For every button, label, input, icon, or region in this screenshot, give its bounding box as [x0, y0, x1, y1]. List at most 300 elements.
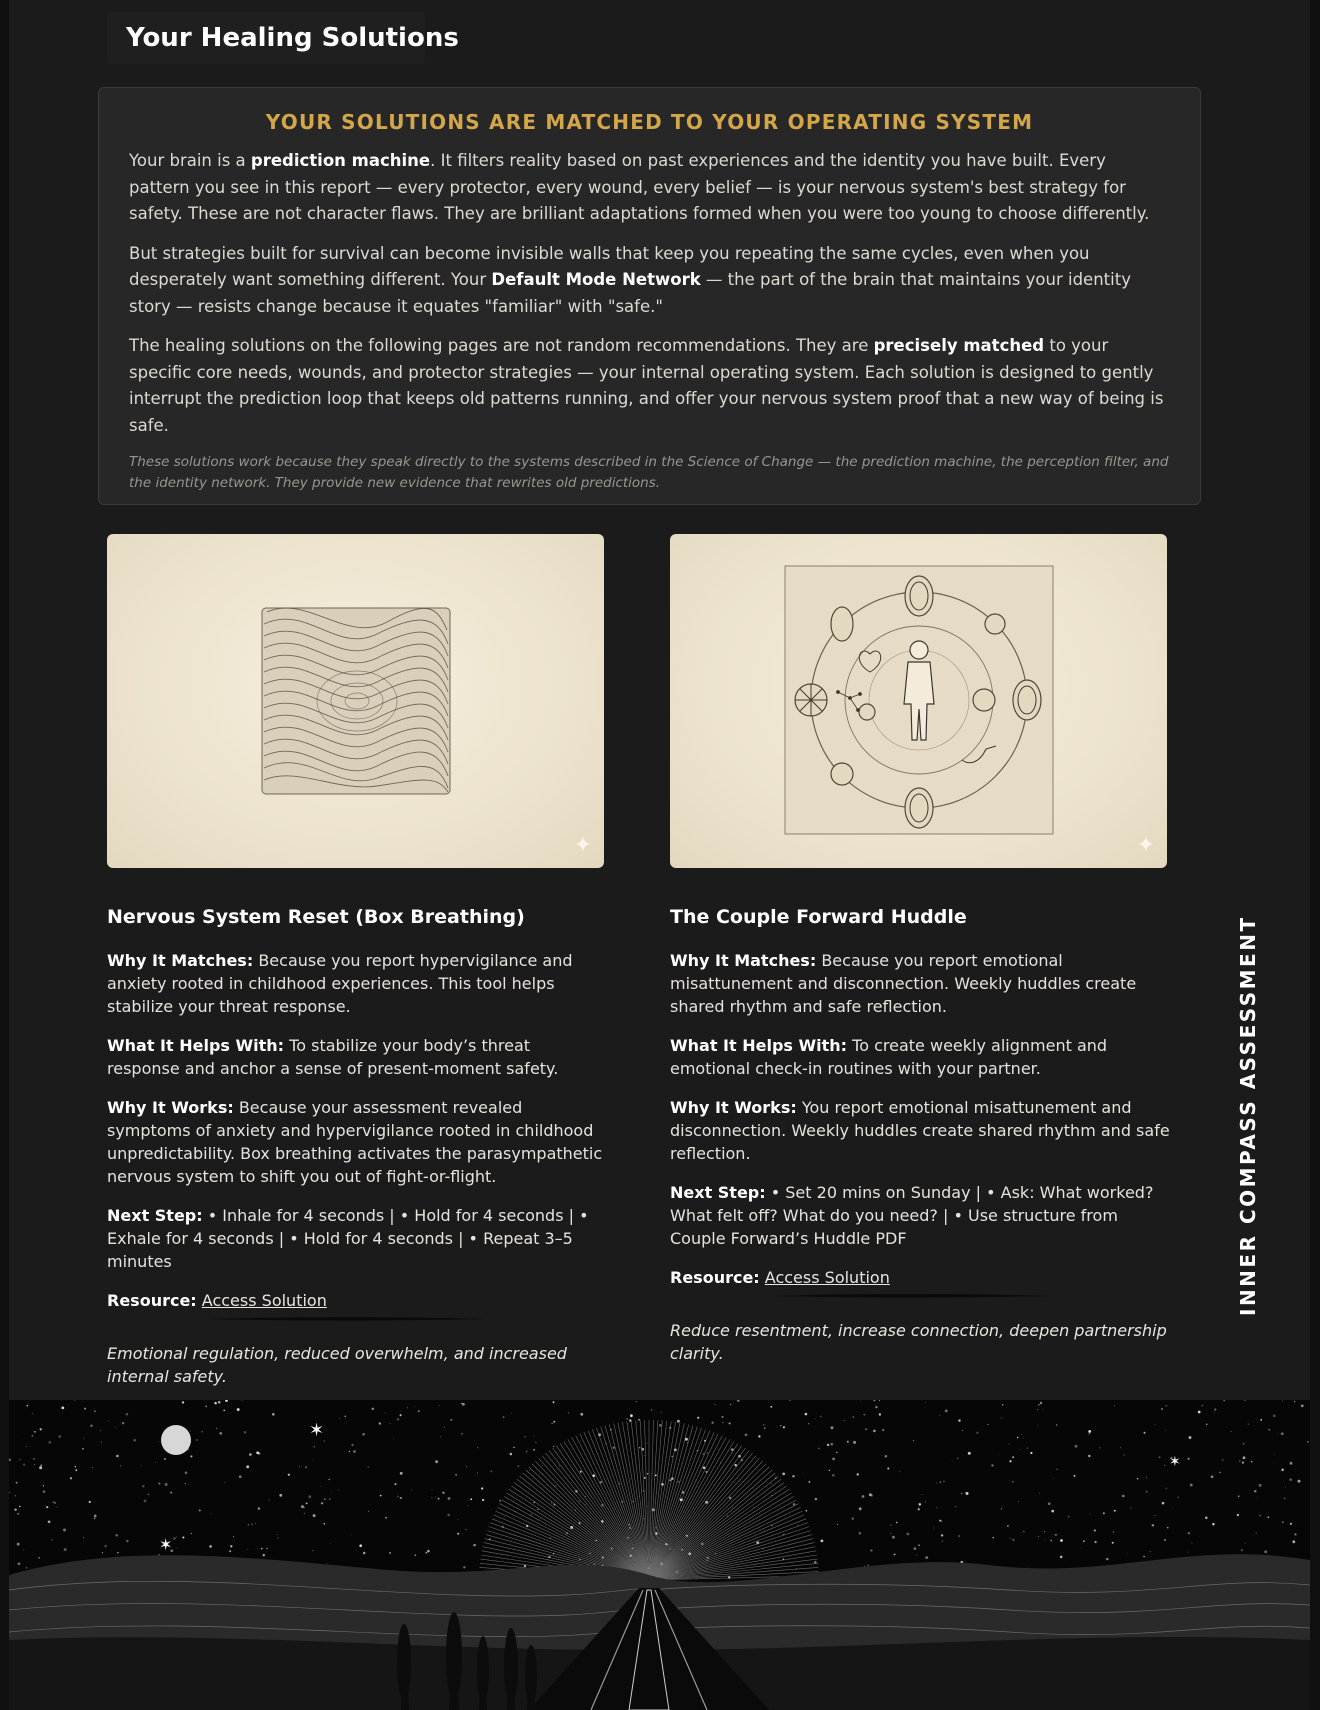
star	[351, 1444, 353, 1446]
star	[1009, 1444, 1010, 1445]
star	[899, 1471, 900, 1472]
star	[158, 1483, 160, 1485]
star	[455, 1474, 457, 1476]
why-it-works	[670, 1096, 1170, 1165]
star	[432, 1489, 433, 1490]
star	[190, 1431, 191, 1432]
star	[942, 1540, 943, 1541]
star	[216, 1428, 217, 1429]
star	[1075, 1445, 1078, 1448]
star	[26, 1567, 28, 1569]
star	[1188, 1532, 1190, 1534]
star	[1290, 1462, 1293, 1465]
star	[414, 1406, 415, 1407]
star	[176, 1536, 177, 1537]
star	[393, 1439, 394, 1440]
star	[770, 1406, 772, 1408]
star	[182, 1401, 184, 1403]
star	[26, 1446, 27, 1447]
star	[63, 1529, 66, 1532]
star	[1206, 1424, 1207, 1425]
star	[1007, 1525, 1009, 1527]
star	[1027, 1448, 1028, 1449]
star	[75, 1469, 77, 1471]
star	[1242, 1461, 1244, 1463]
star	[389, 1552, 391, 1554]
star	[32, 1435, 34, 1437]
star	[1028, 1567, 1029, 1568]
star	[1155, 1515, 1156, 1516]
intro-p1-text-c: . It filters reality based on past experiences and the identity you have built. Every pattern you see in this report — every protector, every wound, every belief — is your nervous system's best strategy for safety. These are not character flaws. They are brilliant adaptations formed when you were too young to choose differently.	[129, 151, 1150, 223]
star	[440, 1436, 441, 1437]
star	[1202, 1405, 1203, 1406]
star	[1290, 1523, 1292, 1525]
star	[17, 1562, 20, 1565]
star	[133, 1439, 136, 1442]
star	[1018, 1501, 1019, 1502]
star	[362, 1433, 365, 1436]
star	[1190, 1484, 1193, 1487]
star	[468, 1505, 469, 1506]
star	[209, 1545, 212, 1548]
star	[435, 1497, 436, 1498]
star	[976, 1432, 978, 1434]
intro-p3-bold: precisely matched	[873, 336, 1045, 355]
star	[1060, 1539, 1063, 1542]
star	[239, 1475, 242, 1478]
star	[83, 1438, 84, 1439]
why-it-works-text: You report emotional misattunement and disconnection. Weekly huddles create shared rhythm and safe reflection.	[670, 1098, 1170, 1163]
intro-paragraph-1	[129, 148, 1170, 228]
star	[1222, 1459, 1224, 1461]
star	[815, 1427, 816, 1428]
star	[871, 1495, 873, 1497]
star	[330, 1543, 331, 1544]
star	[40, 1428, 42, 1430]
star	[48, 1441, 51, 1444]
star	[831, 1426, 834, 1429]
star	[415, 1554, 417, 1556]
why-it-works-text: Because your assessment revealed symptoms of anxiety and hypervigilance rooted in childhood unpredictability. Box breathing activates the parasympathetic nervous system to shift you out of fight-or-flight.	[107, 1098, 603, 1186]
what-it-helps-with-text: To create weekly alignment and emotional check-in routines with your partner.	[670, 1036, 1108, 1078]
star	[1164, 1465, 1165, 1466]
star	[305, 1466, 307, 1468]
star	[836, 1452, 838, 1454]
star	[1211, 1475, 1214, 1478]
next-step-text: • Set 20 mins on Sunday | • Ask: What worked? What felt off? What do you need? | • Use structure from Couple Forward’s Huddle PDF	[670, 1183, 1154, 1248]
star	[344, 1416, 346, 1418]
star	[1068, 1516, 1070, 1518]
card-title: Nervous System Reset (Box Breathing)	[107, 906, 525, 928]
star	[363, 1552, 366, 1555]
outcome: Reduce resentment, increase connection, deepen partnership clarity.	[670, 1321, 1167, 1363]
star	[185, 1483, 186, 1484]
star	[553, 1401, 555, 1403]
star	[94, 1518, 95, 1519]
sparkle-icon: ✦	[573, 833, 592, 858]
star	[1264, 1550, 1267, 1553]
star	[251, 1457, 252, 1458]
what-it-helps-with-text: To stabilize your body’s threat response and anchor a sense of present-moment safety.	[107, 1036, 559, 1078]
star	[1030, 1452, 1032, 1454]
star	[321, 1502, 323, 1504]
star	[729, 1422, 731, 1424]
star	[1292, 1540, 1295, 1543]
access-solution-link[interactable]: Access Solution	[201, 1291, 327, 1310]
star	[308, 1495, 311, 1498]
why-it-works-label: Why It Works:	[107, 1098, 234, 1117]
star	[818, 1448, 820, 1450]
star	[237, 1408, 240, 1411]
star	[233, 1536, 234, 1537]
star	[400, 1497, 402, 1499]
star	[870, 1549, 872, 1551]
star	[1038, 1536, 1039, 1537]
star	[1113, 1531, 1114, 1532]
star	[92, 1467, 93, 1468]
star	[34, 1464, 35, 1465]
star	[1088, 1433, 1089, 1434]
star	[477, 1472, 478, 1473]
star	[89, 1501, 91, 1503]
star	[385, 1517, 387, 1519]
star	[223, 1410, 225, 1412]
star	[258, 1507, 261, 1510]
star	[1257, 1497, 1258, 1498]
star	[277, 1534, 278, 1535]
star	[1088, 1455, 1090, 1457]
star	[943, 1481, 944, 1482]
star	[958, 1535, 960, 1537]
star	[115, 1427, 116, 1428]
star	[185, 1472, 188, 1475]
star	[1114, 1406, 1115, 1407]
star	[196, 1439, 198, 1441]
star	[763, 1424, 765, 1426]
star	[249, 1453, 252, 1456]
star	[919, 1503, 921, 1505]
star	[117, 1552, 118, 1553]
star	[961, 1493, 962, 1494]
star	[524, 1436, 526, 1438]
star	[39, 1466, 42, 1469]
star	[261, 1548, 263, 1550]
star	[875, 1406, 877, 1408]
star	[251, 1524, 252, 1525]
star	[1259, 1515, 1260, 1516]
star	[1281, 1432, 1284, 1435]
star	[1239, 1460, 1240, 1461]
brush-divider	[770, 1293, 1050, 1299]
star	[242, 1400, 243, 1401]
intro-paragraph-2	[129, 241, 1170, 321]
star	[1198, 1411, 1201, 1414]
star	[873, 1430, 876, 1433]
star	[230, 1545, 232, 1547]
star	[925, 1501, 926, 1502]
star	[966, 1492, 969, 1495]
star	[1010, 1538, 1011, 1539]
sparkle-icon: ✦	[1136, 833, 1155, 858]
why-it-matches	[107, 949, 607, 1018]
star	[359, 1544, 362, 1547]
next-step-label: Next Step:	[107, 1206, 203, 1225]
star	[394, 1483, 396, 1485]
star	[199, 1509, 201, 1511]
star	[1103, 1512, 1105, 1514]
star	[126, 1540, 128, 1542]
star	[33, 1458, 35, 1460]
star	[844, 1420, 845, 1421]
swirl-etching	[107, 534, 604, 868]
star	[933, 1528, 934, 1529]
star	[892, 1536, 895, 1539]
star	[43, 1490, 46, 1493]
star	[896, 1522, 898, 1524]
star	[214, 1402, 217, 1405]
star	[1281, 1469, 1283, 1471]
star	[894, 1554, 896, 1556]
star	[991, 1464, 993, 1466]
star	[122, 1422, 124, 1424]
star	[940, 1415, 941, 1416]
star	[1241, 1549, 1243, 1551]
star	[202, 1431, 203, 1432]
what-it-helps-with	[107, 1034, 607, 1080]
star	[1159, 1456, 1161, 1458]
star	[158, 1441, 159, 1442]
star	[400, 1472, 403, 1475]
star	[164, 1458, 166, 1460]
star	[968, 1452, 971, 1455]
star	[258, 1453, 260, 1455]
star	[936, 1482, 937, 1483]
star	[329, 1479, 330, 1480]
star	[955, 1506, 956, 1507]
star	[1161, 1408, 1163, 1410]
star	[510, 1453, 513, 1456]
star	[1298, 1480, 1301, 1483]
intro-p1-text-a: Your brain is a	[129, 151, 251, 170]
resource	[670, 1266, 1170, 1289]
star	[987, 1424, 988, 1425]
star	[101, 1442, 102, 1443]
star	[1245, 1543, 1246, 1544]
star	[266, 1548, 267, 1549]
star	[1155, 1424, 1156, 1425]
star	[116, 1455, 119, 1458]
star	[1256, 1532, 1257, 1533]
star	[1172, 1508, 1173, 1509]
star	[75, 1466, 76, 1467]
star	[1106, 1558, 1108, 1560]
star	[74, 1400, 75, 1401]
star	[225, 1482, 226, 1483]
star	[1165, 1430, 1166, 1431]
star	[1164, 1539, 1166, 1541]
star	[320, 1486, 321, 1487]
star	[400, 1414, 402, 1416]
star	[313, 1550, 314, 1551]
star	[94, 1410, 96, 1412]
star	[1166, 1405, 1167, 1406]
side-label-text: INNER COMPASS ASSESSMENT	[1236, 915, 1260, 1316]
star	[57, 1507, 58, 1508]
star	[279, 1494, 282, 1497]
star	[461, 1433, 463, 1435]
star	[407, 1407, 408, 1408]
star	[427, 1550, 430, 1553]
star	[1146, 1477, 1147, 1478]
star	[1177, 1496, 1179, 1498]
star	[324, 1498, 326, 1500]
star	[939, 1520, 941, 1522]
star	[51, 1539, 52, 1540]
star	[425, 1552, 427, 1554]
star	[379, 1422, 381, 1424]
star	[272, 1413, 275, 1416]
star	[533, 1435, 534, 1436]
star	[820, 1416, 822, 1418]
star	[26, 1405, 28, 1407]
star	[248, 1524, 249, 1525]
star	[32, 1413, 33, 1414]
star	[304, 1513, 305, 1514]
star	[1094, 1541, 1096, 1543]
resource	[107, 1289, 607, 1312]
star	[714, 1404, 715, 1405]
why-it-works-label: Why It Works:	[670, 1098, 797, 1117]
star	[43, 1485, 44, 1486]
star	[1012, 1539, 1014, 1541]
star	[17, 1513, 19, 1515]
star	[351, 1535, 352, 1536]
star	[891, 1533, 892, 1534]
starry-landscape	[9, 1400, 1310, 1710]
star	[1212, 1523, 1214, 1525]
star	[1238, 1495, 1240, 1497]
star	[299, 1466, 300, 1467]
star	[1268, 1516, 1270, 1518]
star	[120, 1465, 121, 1466]
star	[263, 1554, 265, 1556]
star	[1012, 1456, 1014, 1458]
star	[177, 1548, 178, 1549]
star	[277, 1537, 278, 1538]
star	[1020, 1449, 1021, 1450]
star	[218, 1401, 221, 1404]
star	[246, 1465, 249, 1468]
star	[857, 1473, 859, 1475]
star	[1050, 1540, 1052, 1542]
star	[952, 1460, 953, 1461]
star	[48, 1520, 51, 1523]
star	[998, 1454, 999, 1455]
star	[832, 1457, 835, 1460]
solution-card-box-breathing	[107, 906, 607, 1404]
star	[925, 1556, 928, 1559]
star	[859, 1532, 861, 1534]
star	[90, 1425, 93, 1428]
star	[511, 1413, 512, 1414]
next-step	[107, 1204, 607, 1273]
title-tab	[107, 12, 459, 64]
star	[211, 1513, 212, 1514]
star	[1294, 1401, 1295, 1402]
star	[513, 1447, 514, 1448]
star	[190, 1455, 192, 1457]
star	[338, 1490, 339, 1491]
star	[992, 1537, 994, 1539]
star	[1017, 1437, 1018, 1438]
star	[945, 1409, 948, 1412]
star	[339, 1418, 340, 1419]
star	[1166, 1488, 1167, 1489]
star	[1114, 1510, 1116, 1512]
star	[764, 1427, 766, 1429]
star	[1137, 1478, 1139, 1480]
star	[1056, 1424, 1057, 1425]
star	[962, 1430, 963, 1431]
star	[941, 1534, 943, 1536]
star	[1002, 1404, 1004, 1406]
star	[59, 1435, 62, 1438]
resource-label: Resource:	[107, 1291, 197, 1310]
star	[721, 1416, 723, 1418]
star	[553, 1421, 555, 1423]
star	[46, 1506, 48, 1508]
access-solution-link[interactable]: Access Solution	[764, 1268, 890, 1287]
star	[155, 1462, 156, 1463]
star	[490, 1470, 492, 1472]
star	[397, 1496, 398, 1497]
next-step-text: • Inhale for 4 seconds | • Hold for 4 seconds | • Exhale for 4 seconds | • Hold for 4 seconds | • Repeat 3–5 minutes	[107, 1206, 589, 1271]
star	[466, 1466, 467, 1467]
star	[34, 1431, 36, 1433]
star	[1037, 1426, 1038, 1427]
star	[815, 1418, 816, 1419]
next-step-label: Next Step:	[670, 1183, 766, 1202]
star	[438, 1498, 440, 1500]
star	[922, 1494, 923, 1495]
star	[435, 1460, 438, 1463]
star	[1037, 1409, 1038, 1410]
star	[1124, 1455, 1125, 1456]
star	[327, 1563, 328, 1564]
intro-p3-text-a: The healing solutions on the following pages are not random recommendations. They are	[129, 336, 874, 355]
star	[19, 1506, 21, 1508]
star	[52, 1501, 54, 1503]
star	[965, 1492, 966, 1493]
star	[64, 1548, 67, 1551]
star	[331, 1491, 332, 1492]
star	[891, 1525, 892, 1526]
star	[1088, 1430, 1091, 1433]
star	[730, 1404, 731, 1405]
star	[783, 1426, 785, 1428]
star	[1219, 1472, 1221, 1474]
star	[418, 1410, 420, 1412]
star	[1307, 1441, 1309, 1443]
intro-p3-text-c: to your specific core needs, wounds, and protector strategies — your internal operating system. Each solution is designed to gently interrupt the prediction loop that keeps old patterns running, and offer your nervous system proof that a new way of being is safe.	[129, 336, 1164, 435]
star	[1260, 1419, 1262, 1421]
star	[349, 1451, 350, 1452]
star	[39, 1557, 40, 1558]
star	[100, 1430, 101, 1431]
star	[568, 1412, 569, 1413]
star	[1112, 1542, 1114, 1544]
star	[551, 1423, 552, 1424]
